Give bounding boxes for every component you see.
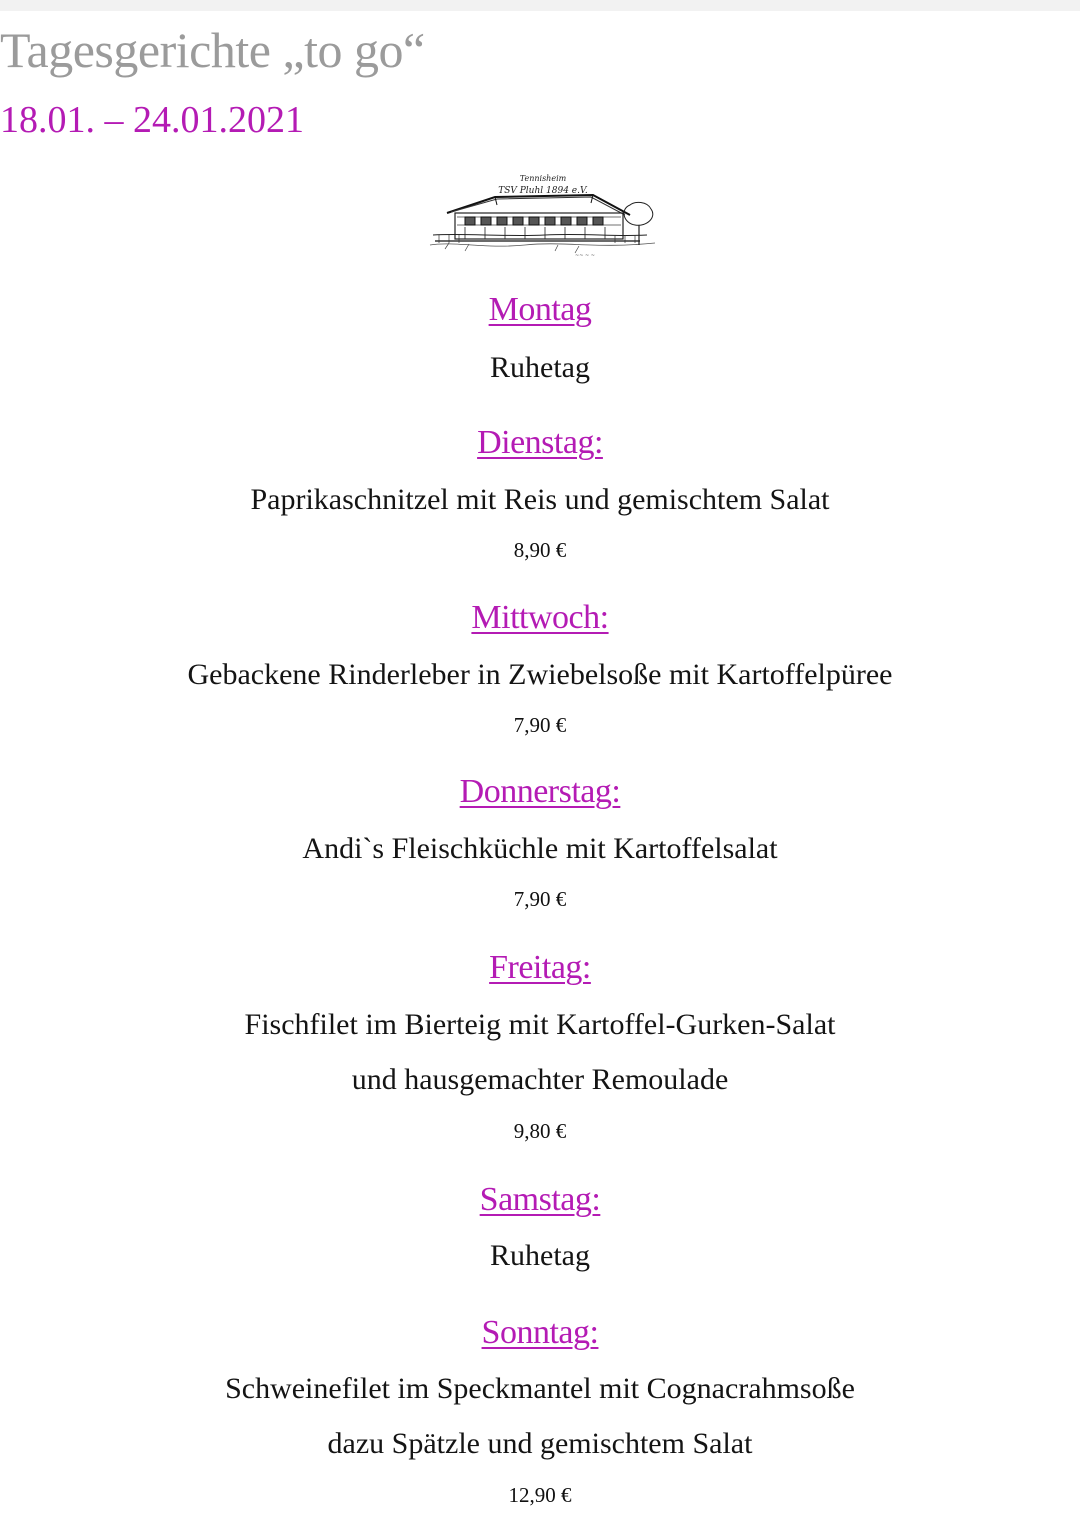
dish-sonntag-line1: Schweinefilet im Speckmantel mit Cognacrahmsoße — [225, 1372, 855, 1405]
date-range: 18.01. – 24.01.2021 — [0, 99, 304, 141]
day-heading-mittwoch: Mittwoch: — [471, 599, 609, 636]
dish-freitag-line1: Fischfilet im Bierteig mit Kartoffel-Gurken-Salat — [244, 1008, 836, 1041]
logo-line1: Tennisheim — [519, 174, 567, 183]
dish-dienstag: Paprikaschnitzel mit Reis und gemischtem Salat — [250, 483, 830, 516]
day-heading-samstag: Samstag: — [479, 1181, 601, 1218]
day-heading-freitag: Freitag: — [489, 949, 591, 986]
price-donnerstag: 7,90 € — [513, 887, 567, 911]
logo-line2: TSV Pluhl 1894 e.V. — [498, 186, 588, 196]
dish-donnerstag: Andi`s Fleischküchle mit Kartoffelsalat — [302, 832, 778, 865]
dish-montag: Ruhetag — [490, 351, 590, 384]
price-sonntag: 12,90 € — [508, 1483, 572, 1507]
price-dienstag: 8,90 € — [513, 538, 567, 562]
day-heading-donnerstag: Donnerstag: — [459, 773, 621, 810]
clubhouse-logo-icon — [425, 165, 660, 260]
dish-samstag: Ruhetag — [490, 1239, 590, 1272]
menu-title: Tagesgerichte „to go“ — [0, 22, 425, 78]
dish-sonntag-line2: dazu Spätzle und gemischtem Salat — [327, 1427, 753, 1460]
top-strip — [0, 0, 1080, 11]
dish-mittwoch: Gebackene Rinderleber in Zwiebelsoße mit Kartoffelpüree — [187, 658, 893, 691]
day-heading-dienstag: Dienstag: — [477, 424, 603, 461]
day-heading-montag: Montag — [488, 291, 592, 328]
svg-text:~~ ~ ~: ~~ ~ ~ — [575, 253, 595, 259]
price-mittwoch: 7,90 € — [513, 713, 567, 737]
dish-freitag-line2: und hausgemachter Remoulade — [351, 1063, 729, 1096]
price-freitag: 9,80 € — [513, 1119, 567, 1143]
day-heading-sonntag: Sonntag: — [481, 1314, 599, 1351]
